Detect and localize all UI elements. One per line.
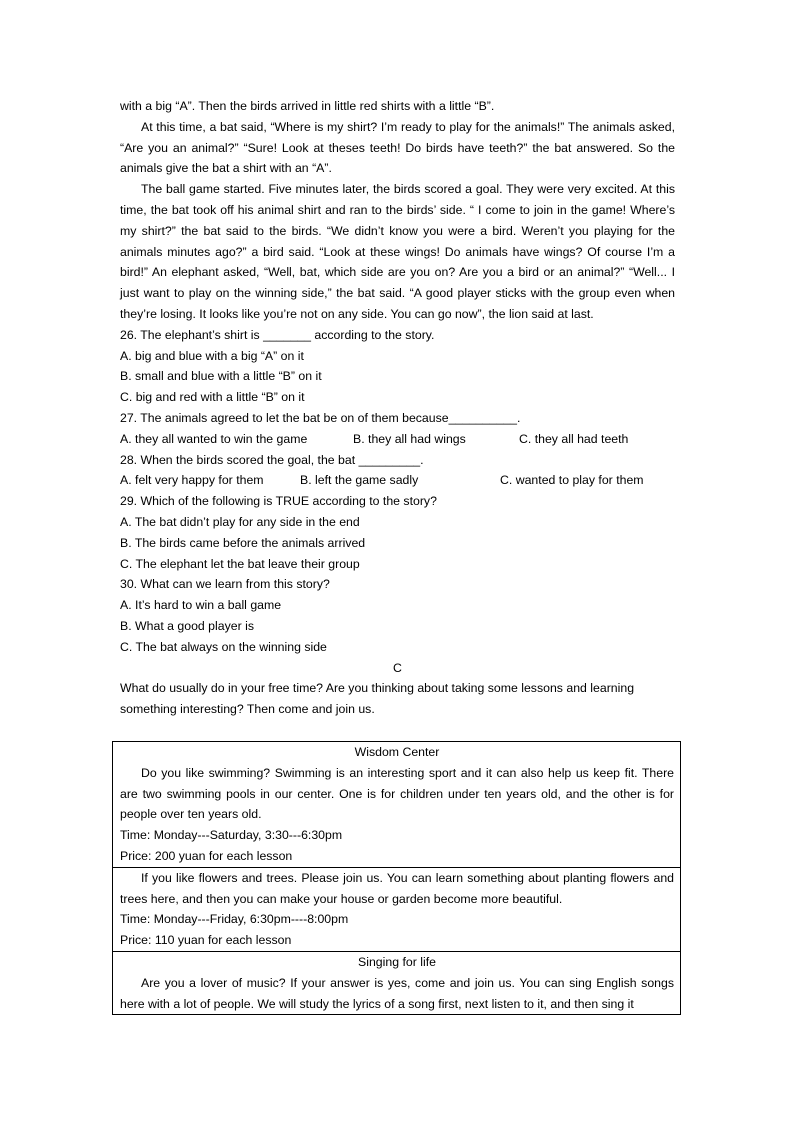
wisdom-center-body: Do you like swimming? Swimming is an interesting sport and it can also help us keep fit. There are two swimming pools in our center. One is for children under ten years old, and the other is for people over ten years old. [120,765,674,822]
singing-title: Singing for life [358,954,436,969]
question-28-stem: 28. When the birds scored the goal, the bat _________. [120,452,424,467]
question-26-option-b: B. small and blue with a little “B” on it [120,369,322,384]
section-letter: C [393,660,402,675]
question-28-option-c: C. wanted to play for them [500,473,644,488]
question-26-option-c: C. big and red with a little “B” on it [120,390,305,405]
question-26-stem: 26. The elephant’s shirt is _______ according to the story. [120,327,435,342]
garden-time: Time: Monday---Friday, 6:30pm----8:00pm [120,912,349,927]
passage-paragraph: At this time, a bat said, “Where is my shirt? I’m ready to play for the animals!” The animals asked, “Are you an animal?” “Sure! Look at theses teeth! Do birds have teeth?” the bat answered. So the animals give the bat a shirt with an “A”. [120,119,675,176]
wisdom-center-price: Price: 200 yuan for each lesson [120,848,293,863]
wisdom-center-cell [113,742,681,868]
question-28-option-a: A. felt very happy for them [120,473,264,488]
question-26-option-a: A. big and blue with a big “A” on it [120,348,304,363]
garden-price: Price: 110 yuan for each lesson [120,933,292,948]
question-30-option-a: A. It’s hard to win a ball game [120,598,282,613]
reading-passage [120,96,675,720]
passage-paragraph: The ball game started. Five minutes later, the birds scored a goal. They were very excited. At this time, the bat took off his animal shirt and ran to the birds’ side. “ I come to join in the game! Where’s my shirt?” the bat said to the birds. “We didn’t know you were a bird. Weren’t you playing for the animals minutes ago?” a bird said. “Look at these wings! Do animals have wings? Of course I’m a bird!” An elephant asked, “Well, bat, which side are you on? Are you a bird or an animal?” “Well... I just want to play on the winning side,” the bat said. “A good player sticks with the group even when they’re losing. It looks like you’re not on any side. You can go now”, the lion said at last. [120,182,675,321]
garden-cell [113,867,681,951]
garden-body: If you like flowers and trees. Please join us. You can learn something about planting flowers and trees here, and then you can make your house or garden become more beautiful. [120,870,674,906]
question-30-option-c: C. The bat always on the winning side [120,639,327,654]
activity-table [112,741,681,1015]
question-29-option-a: A. The bat didn’t play for any side in the end [120,514,360,529]
singing-body: Are you a lover of music? If your answer is yes, come and join us. You can sing English songs here with a lot of people. We will study the lyrics of a song first, next listen to it, and then sing it [120,975,674,1011]
question-28-options [120,470,675,491]
section-intro: What do usually do in your free time? Are you thinking about taking some lessons and learning something interesting? Then come and join us. [120,681,635,717]
question-27-option-b: B. they all had wings [353,431,466,446]
passage-paragraph: with a big “A”. Then the birds arrived in little red shirts with a little “B”. [120,99,495,113]
question-27-options [120,429,675,450]
singing-cell [113,951,681,1014]
question-27-option-c: C. they all had teeth [519,431,629,446]
question-30-option-b: B. What a good player is [120,618,254,633]
question-30-stem: 30. What can we learn from this story? [120,577,330,592]
question-28-option-b: B. left the game sadly [300,473,419,488]
wisdom-center-time: Time: Monday---Saturday, 3:30---6:30pm [120,828,343,843]
question-27-option-a: A. they all wanted to win the game [120,431,308,446]
wisdom-center-title: Wisdom Center [354,745,440,759]
question-29-stem: 29. Which of the following is TRUE according to the story? [120,494,437,509]
question-29-option-b: B. The birds came before the animals arrived [120,535,366,550]
question-27-stem: 27. The animals agreed to let the bat be on of them because__________. [120,410,521,425]
question-29-option-c: C. The elephant let the bat leave their group [120,556,360,571]
